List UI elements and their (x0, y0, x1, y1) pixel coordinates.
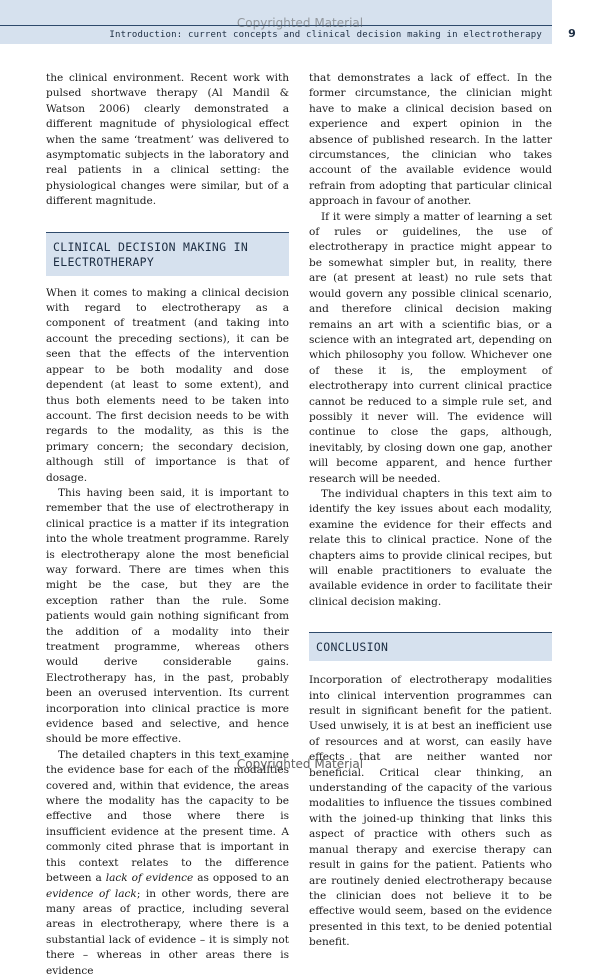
paragraph-text: The detailed chapters in this text examine the evidence base for each of the modalities covered and, within that evidence, the areas where the modality has the capacity to be effective and those where there is insufficient evidence at the present time. A commonly cited phrase that is important in this context relates to the difference between a (46, 748, 289, 885)
emphasis-evidence-of-lack: evidence of lack (46, 887, 137, 900)
paragraph: The individual chapters in this text aim to identify the key issues about each modality, examine the evidence for their effects and relate this to clinical practice. None of the chapters aims to provide clinical recipes, but will enable practitioners to evaluate the available evidence in order to facilitate their clinical decision making. (309, 487, 552, 608)
left-column (46, 71, 289, 979)
running-head: Introduction: current concepts and clinical decision making in electrotherapy (109, 30, 542, 40)
watermark-top: Copyrighted Material (236, 16, 364, 30)
paragraph: that demonstrates a lack of effect. In the former circumstance, the clinician might have to make a clinical decision based on experience and expert opinion in the absence of published research. In the latter circumstances, the clinician who takes account of the available evidence would refrain from adopting that particular clinical approach in favour of another. (309, 72, 552, 208)
paragraph: Incorporation of electrotherapy modalities into clinical intervention programmes can result in significant benefit for the patient. Used unwisely, it is at best an inefficient use of resources and at worst, can easily have effects that are neither wanted nor beneficial. Critical clear thinking, an understanding of the capacity of the various modalities to influence the tissues combined with the joined-up thinking that links this aspect of practice with others such as manual therapy and exercise therapy can result in gains for the patient. Patients who are routinely denied electrotherapy because the clinician does not believe it to be effective would seem, based on the evidence presented in this text, to be denied potential benefit. (309, 674, 552, 949)
watermark-bottom: Copyrighted Material (236, 757, 364, 771)
paragraph-text: as opposed to an (197, 872, 289, 885)
paragraph: the clinical environment. Recent work with pulsed shortwave therapy (Al Mandil & Watson 2006) clearly demonstrated a different magnitude of physiological effect when the same ‘treatment’ was delivered to asymptomatic subjects in the laboratory and real patients in a clinical setting: the physiological changes were similar, but of a different magnitude. (46, 72, 289, 208)
paragraph: If it were simply a matter of learning a set of rules or guidelines, the use of electrotherapy in practice might appear to be somewhat simpler but, in reality, there are (at present at least) no rule sets that would govern any possible clinical scenario, and therefore clinical decision making remains an art with a scientific bias, or a science with an integrated art, depending on which philosophy you follow. Whichever one of these it is, the employment of electrotherapy into current clinical practice cannot be reduced to a simple rule set, and possibly it never will. The evidence will continue to close the gaps, although, inevitably, by closing down one gap, another will become apparent, and hence further research will be needed. (309, 210, 552, 485)
section-heading-clinical-decision-making: CLINICAL DECISION MAKING IN ELECTROTHERAPY (46, 232, 289, 276)
right-column (309, 71, 552, 951)
emphasis-lack-of-evidence: lack of evidence (105, 872, 194, 885)
section-heading-conclusion: CONCLUSION (309, 632, 552, 661)
page-number: 9 (568, 27, 576, 40)
paragraph: This having been said, it is important to remember that the use of electrotherapy in clinical practice is a matter if its integration into the whole treatment programme. Rarely is electrotherapy alone the most beneficial way forward. There are times when this might be the case, but they are the exception rather than the rule. Some patients would gain nothing significant from the addition of a modality into their treatment programme, whereas others would derive considerable gains. Electrotherapy has, in the past, probably been an overused intervention. Its current incorporation into clinical practice is more evidence based and selective, and hence should be more effective. (46, 486, 289, 746)
paragraph-text: ; in other words, there are many areas of practice, including several areas in electrotherapy, where there is a substantial lack of evidence – it is simply not there – whereas in other areas there is evidence (46, 887, 289, 977)
paragraph: When it comes to making a clinical decision with regard to electrotherapy as a component of treatment (and taking into account the preceding sections), it can be seen that the effects of the intervention appear to be both modality and dose dependent (at least to some extent), and thus both elements need to be taken into account. The first decision needs to be with regards to the modality, as this is the primary concern; the secondary decision, although still of importance is that of dosage. (46, 286, 289, 484)
paragraph (46, 748, 289, 979)
